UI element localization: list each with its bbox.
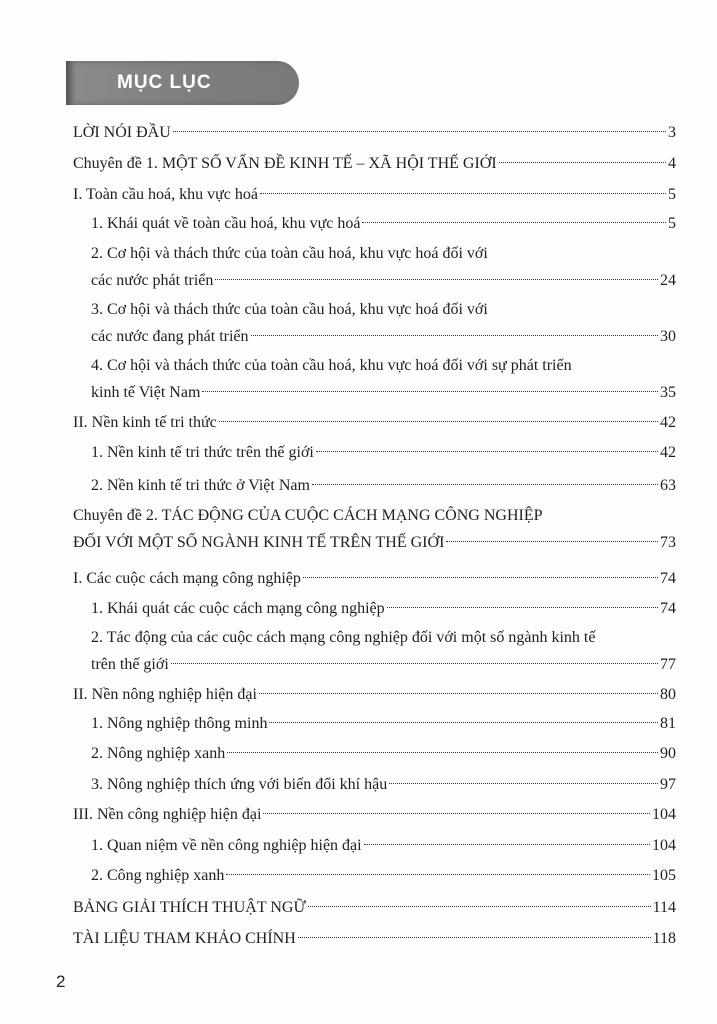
dot-leader (227, 752, 658, 753)
toc-entry-title: BẢNG GIẢI THÍCH THUẬT NGỮ (73, 899, 306, 916)
toc-entry-title: I. Toàn cầu hoá, khu vực hoá (73, 186, 258, 203)
toc-entry-page: 81 (660, 715, 676, 732)
toc-entry-title: II. Nền nông nghiệp hiện đại (73, 686, 257, 703)
toc-entry-title: các nước phát triển (91, 272, 214, 289)
toc-entry-title: TÀI LIỆU THAM KHẢO CHÍNH (73, 930, 296, 947)
toc-entry-title-line1: 2. Tác động của các cuộc cách mạng công nghiệp đối với một số ngành kinh tế (91, 629, 596, 646)
toc-entry-page: 80 (660, 686, 676, 703)
dot-leader (219, 421, 658, 422)
toc-entry-title: 1. Khái quát các cuộc cách mạng công nghiệp (91, 600, 385, 617)
toc-entry-page: 77 (660, 656, 676, 673)
dot-leader (226, 874, 650, 875)
dot-leader (389, 783, 658, 784)
toc-entry-title: 1. Nông nghiệp thông minh (91, 715, 268, 732)
toc-entry-title: III. Nền công nghiệp hiện đại (73, 806, 262, 823)
toc-entry-title: kinh tế Việt Nam (91, 384, 201, 401)
page-number: 2 (56, 972, 66, 991)
dot-leader (251, 335, 658, 336)
dot-leader (269, 722, 658, 723)
toc-entry-page: 90 (660, 745, 676, 762)
toc-entry-page: 63 (660, 477, 676, 494)
toc-entry-page: 35 (660, 384, 676, 401)
toc-entry-page: 74 (660, 600, 676, 617)
toc-entry-title: các nước đang phát triển (91, 328, 249, 345)
toc-entry-title: 1. Khái quát về toàn cầu hoá, khu vực hoá (91, 215, 361, 232)
toc-entry-page: 74 (660, 570, 676, 587)
dot-leader (499, 162, 666, 163)
toc-entry-page: 42 (660, 414, 676, 431)
toc-entry-page: 118 (652, 930, 676, 947)
toc-entry-page: 42 (660, 444, 676, 461)
dot-leader (173, 131, 666, 132)
toc-entry-title-line1: 2. Cơ hội và thách thức của toàn cầu hoá, khu vực hoá đối với (91, 245, 488, 262)
dot-leader (362, 222, 666, 223)
dot-leader (215, 279, 658, 280)
toc-entry-title: 3. Nông nghiệp thích ứng với biến đổi khí hậu (91, 776, 388, 793)
dot-leader (312, 484, 658, 485)
dot-leader (263, 813, 650, 814)
toc-entry-page: 4 (668, 155, 676, 172)
toc-entry-title: LỜI NÓI ĐẦU (73, 124, 171, 141)
toc-entry-title: 2. Nông nghiệp xanh (91, 745, 226, 762)
toc-entry-page: 3 (668, 124, 676, 141)
dot-leader (298, 937, 651, 938)
dot-leader (308, 906, 651, 907)
toc-entry-title: 2. Nền kinh tế tri thức ở Việt Nam (91, 477, 310, 494)
toc-entry-title: I. Các cuộc cách mạng công nghiệp (73, 570, 301, 587)
dot-leader (446, 541, 658, 542)
toc-entry-page: 5 (668, 215, 676, 232)
toc-heading: MỤC LỤC (117, 72, 212, 93)
dot-leader (364, 844, 650, 845)
toc-entry-title-line1: 3. Cơ hội và thách thức của toàn cầu hoá, khu vực hoá đối với (91, 301, 488, 318)
dot-leader (303, 577, 658, 578)
toc-entry-title: 2. Công nghiệp xanh (91, 867, 225, 884)
toc-entry-title: 1. Nền kinh tế tri thức trên thế giới (91, 444, 314, 461)
toc-entry-page: 30 (660, 328, 676, 345)
dot-leader (171, 663, 658, 664)
dot-leader (387, 607, 658, 608)
dot-leader (259, 693, 658, 694)
toc-entry-page: 24 (660, 272, 676, 289)
toc-entry-title: 1. Quan niệm về nền công nghiệp hiện đại (91, 837, 362, 854)
toc-entry-title: trên thế giới (91, 656, 169, 673)
toc-entry-page: 97 (660, 776, 676, 793)
toc-entry-page: 73 (660, 534, 676, 551)
toc-entry-page: 5 (668, 186, 676, 203)
toc-entry-page: 104 (652, 837, 676, 854)
toc-entry-title: ĐỐI VỚI MỘT SỐ NGÀNH KINH TẾ TRÊN THẾ GIỚI (73, 534, 445, 551)
dot-leader (260, 193, 666, 194)
dot-leader (316, 451, 658, 452)
toc-entry-title-line1: Chuyên đề 2. TÁC ĐỘNG CỦA CUỘC CÁCH MẠNG CÔNG NGHIỆP (73, 507, 543, 524)
toc-entry-title: II. Nền kinh tế tri thức (73, 414, 217, 431)
toc-entry-title-line1: 4. Cơ hội và thách thức của toàn cầu hoá, khu vực hoá đối với sự phát triển (91, 357, 572, 374)
dot-leader (202, 391, 658, 392)
toc-entry-page: 104 (652, 806, 676, 823)
toc-entry-page: 105 (652, 867, 676, 884)
toc-entry-title: Chuyên đề 1. MỘT SỐ VẤN ĐỀ KINH TẾ – XÃ HỘI THẾ GIỚI (73, 155, 497, 172)
toc-entry-page: 114 (652, 899, 676, 916)
